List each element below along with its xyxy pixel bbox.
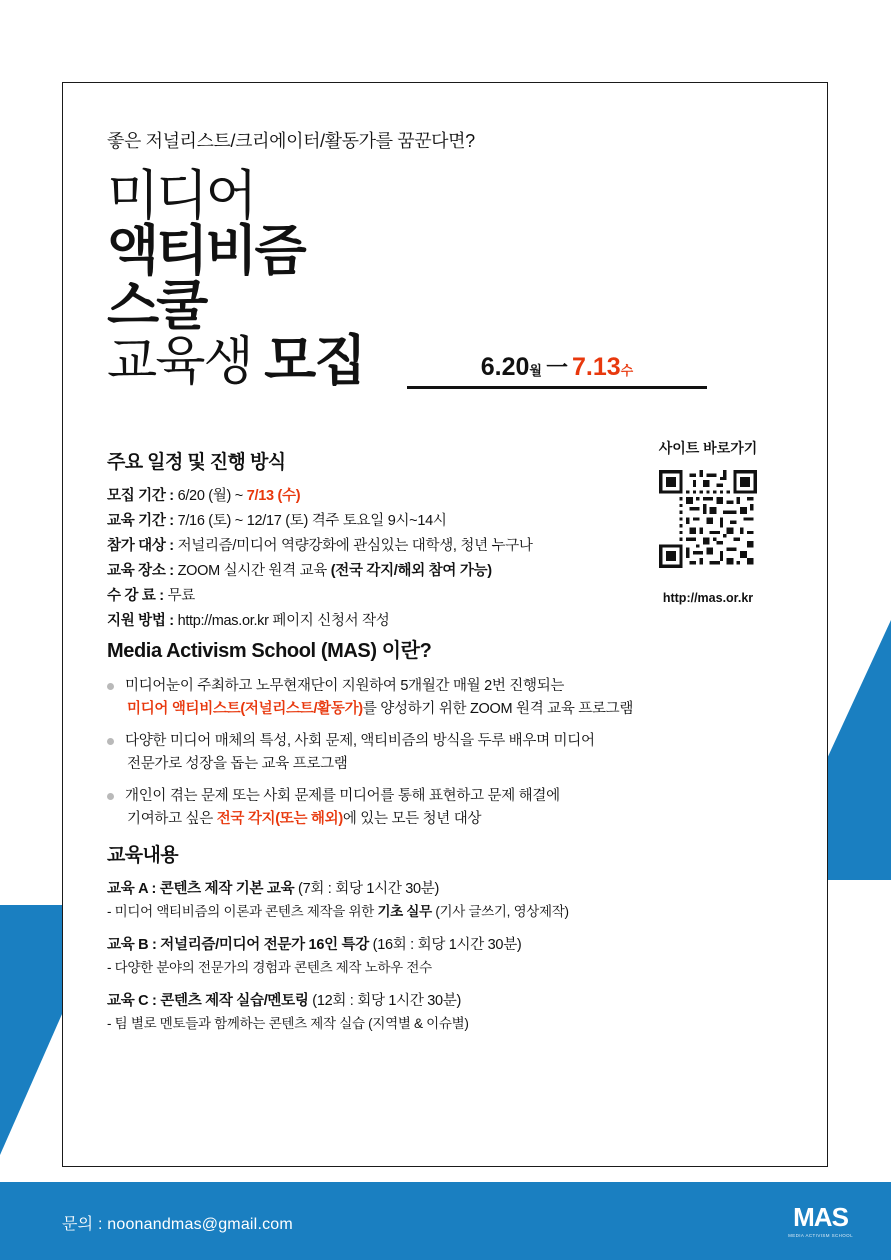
date-start: 6.20월 — [480, 353, 542, 381]
curriculum-heading: 교육내용 — [107, 844, 179, 866]
schedule-row: 교육 기간 : 7/16 (토) ~ 12/17 (토) 격주 토요일 9시~14시 — [107, 513, 447, 530]
mas-logo — [788, 1204, 853, 1238]
title-line-4-plain: 교육생 — [107, 333, 265, 392]
schedule-row: 지원 방법 : http://mas.or.kr 페이지 신청서 작성 — [107, 613, 390, 629]
footer-contact-email[interactable]: 문의 : noonandmas@gmail.com — [62, 1216, 293, 1233]
qr-label: 사이트 바로가기 — [658, 440, 758, 456]
schedule-row: 수 강 료 : 무료 — [107, 588, 195, 605]
mas-logo-subtitle: MEDIA ACTIVISM SCHOOL — [788, 1233, 853, 1238]
about-heading: Media Activism School (MAS) 이란? — [107, 639, 432, 662]
title-line-3: 스쿨 — [107, 276, 206, 337]
schedule-row: 교육 장소 : ZOOM 실시간 원격 교육 (전국 각지/해외 참여 가능) — [107, 563, 492, 580]
date-dash: 一 — [545, 355, 568, 380]
list-item: 다양한 미디어 매체의 특성, 사회 문제, 액티비즘의 방식을 두루 배우며 미디어 전문가로 성장을 돕는 교육 프로그램 — [107, 730, 783, 777]
poster-kicker: 좋은 저널리스트/크리에이터/활동가를 꿈꾼다면? — [107, 131, 475, 151]
qr-code-icon[interactable] — [649, 465, 767, 583]
list-item: 개인이 겪는 문제 또는 사회 문제를 미디어를 통해 표현하고 문제 해결에 기여하고 싶은 전국 각지(또는 해외)에 있는 모든 청년 대상 — [107, 785, 783, 832]
title-line-2: 액티비즘 — [107, 221, 304, 282]
poster-card — [62, 82, 828, 1167]
schedule-row: 모집 기간 : 6/20 (월) ~ 7/13 (수) — [107, 488, 301, 505]
about-list — [107, 675, 783, 832]
date-end: 7.13수 — [572, 353, 634, 381]
poster-title-block — [107, 166, 783, 392]
course-item: 교육 A : 콘텐츠 제작 기본 교육 (7회 : 회당 1시간 30분) - 미디어 액티비즘의 이론과 콘텐츠 제작을 위한 기초 실무 (기사 글쓰기, 영상제작) — [107, 880, 569, 919]
title-line-1: 미디어 — [107, 166, 255, 226]
date-start-day: 월 — [529, 363, 542, 378]
schedule-row: 참가 대상 : 저널리즘/미디어 역량강화에 관심있는 대학생, 청년 누구나 — [107, 538, 533, 555]
title-line-4-bold: 모집 — [264, 331, 365, 392]
course-item: 교육 B : 저널리즘/미디어 전문가 16인 특강 (16회 : 회당 1시간 30분) - 다양한 분야의 전문가의 경험과 콘텐츠 제작 노하우 전수 — [107, 936, 522, 975]
list-item: 미디어눈이 주최하고 노무현재단이 지원하여 5개월간 매월 2번 진행되는 미디어 액티비스트(저널리스트/활동가)를 양성하기 위한 ZOOM 원격 교육 프로그램 — [107, 675, 783, 722]
qr-url[interactable]: http://mas.or.kr — [662, 591, 754, 605]
date-range-band — [407, 351, 707, 389]
qr-block[interactable] — [633, 438, 783, 605]
mas-logo-text: MAS — [793, 1202, 848, 1232]
course-item: 교육 C : 콘텐츠 제작 실습/멘토링 (12회 : 회당 1시간 30분) - 팀 별로 멘토들과 함께하는 콘텐츠 제작 실습 (지역별 & 이슈별) — [107, 992, 469, 1031]
date-end-day: 수 — [620, 363, 634, 378]
schedule-heading: 주요 일정 및 진행 방식 — [107, 452, 286, 474]
